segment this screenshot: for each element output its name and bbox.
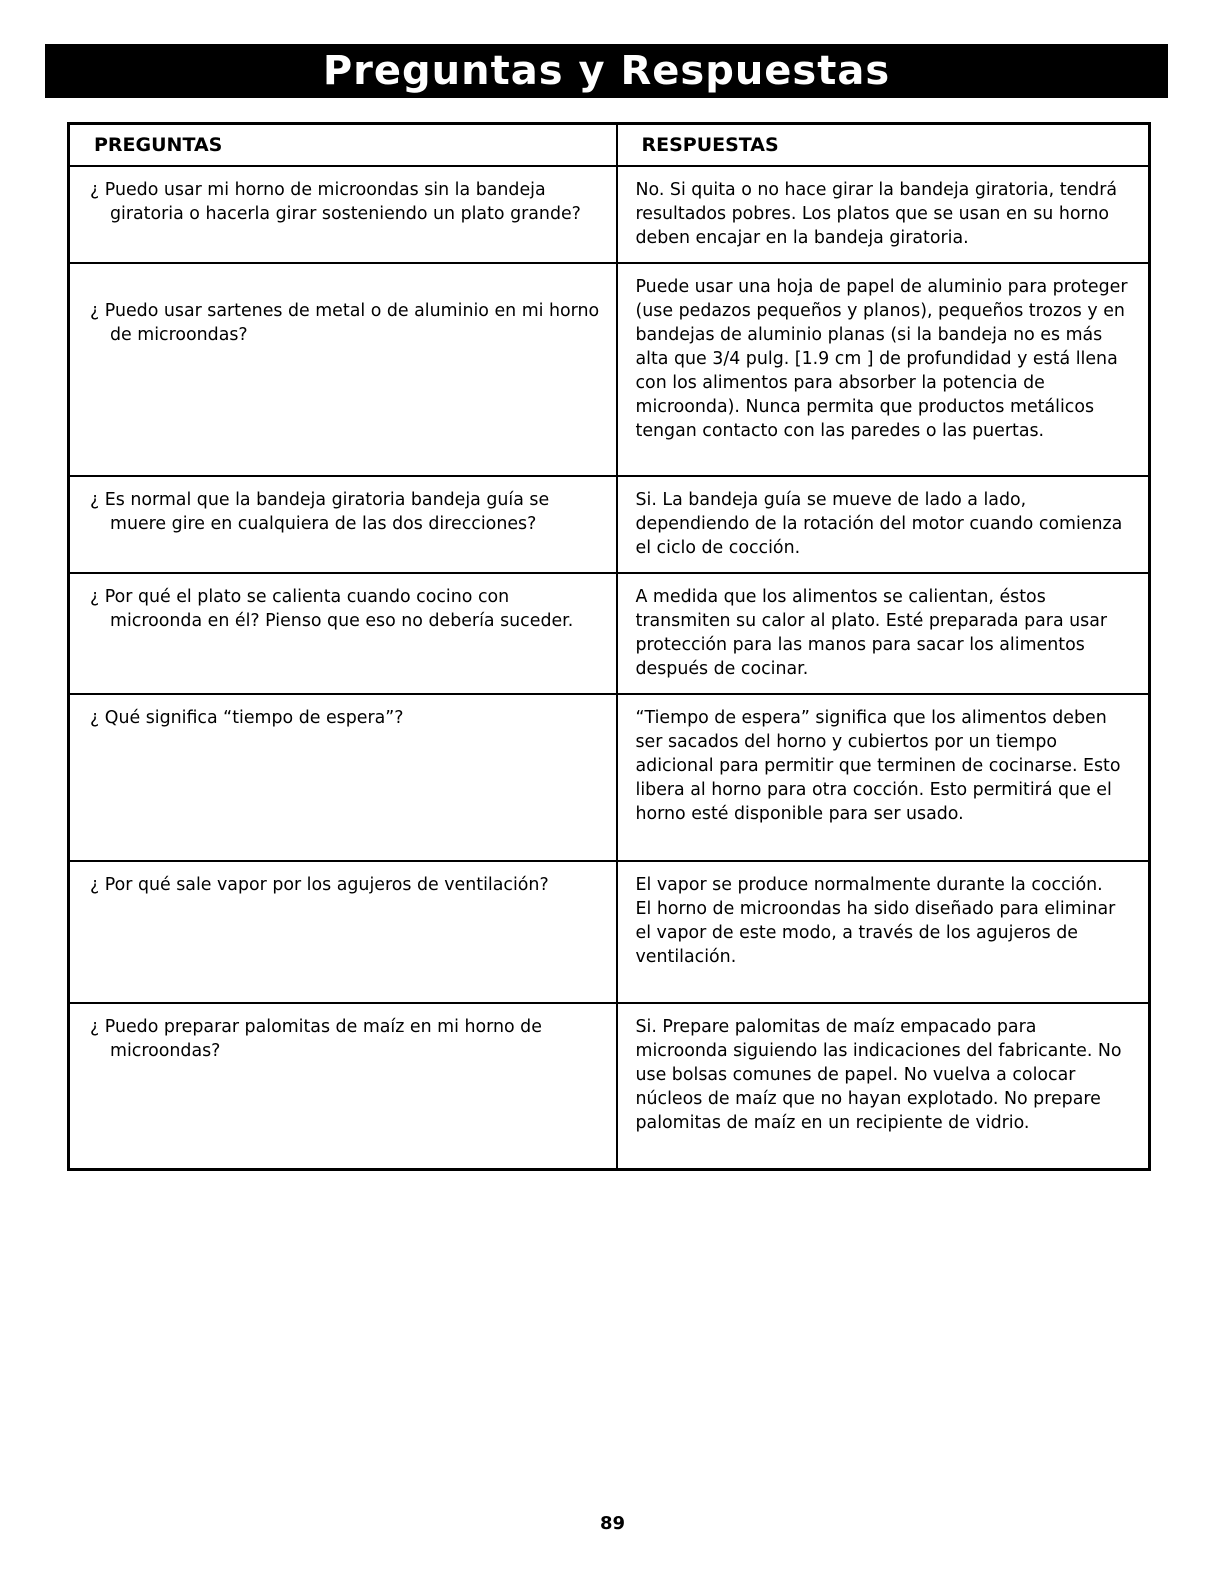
answer-cell	[617, 573, 1150, 694]
question-text: ¿ Por qué el plato se calienta cuando cocino con microonda en él? Pienso que eso no debería suceder.	[90, 587, 574, 631]
table-row	[69, 476, 1150, 573]
answer-cell	[617, 1003, 1150, 1169]
page-title: Preguntas y Respuestas	[322, 48, 891, 94]
page-number: 89	[599, 1513, 626, 1534]
answer-text: El vapor se produce normalmente durante la cocción.	[635, 875, 1103, 895]
question-text: ¿ Por qué sale vapor por los agujeros de ventilación?	[90, 875, 549, 895]
question-text: ¿ Es normal que la bandeja giratoria bandeja guía se muere gire en cualquiera de las dos direcciones?	[90, 490, 550, 534]
question-cell	[69, 573, 617, 694]
question-text: ¿ Puedo usar sartenes de metal o de aluminio en mi horno de microondas?	[90, 301, 600, 345]
answer-text: A medida que los alimentos se calientan, éstos transmiten su calor al plato. Esté preparada para usar protección para las manos para sacar los alimentos después de cocinar.	[635, 587, 1108, 679]
title-banner	[45, 44, 1168, 98]
table-row	[69, 263, 1150, 476]
question-text: ¿ Puedo usar mi horno de microondas sin la bandeja giratoria o hacerla girar sosteniendo un plato grande?	[90, 180, 581, 224]
questions-column-header: PREGUNTAS	[69, 124, 617, 167]
table-row	[69, 573, 1150, 694]
question-text: ¿ Qué significa “tiempo de espera”?	[90, 708, 404, 728]
faq-table	[67, 122, 1151, 1171]
question-cell	[69, 1003, 617, 1169]
answer-text: “Tiempo de espera” significa que los alimentos deben ser sacados del horno y cubiertos por un tiempo adicional para permitir que terminen de cocinarse. Esto libera al horno para otra cocción. Esto permitirá que el horno esté disponible para ser usado.	[635, 708, 1121, 824]
table-row	[69, 694, 1150, 861]
table-header-row	[69, 124, 1150, 167]
answer-cell	[617, 694, 1150, 861]
answer-text: El horno de microondas ha sido diseñado para eliminar el vapor de este modo, a través de los agujeros de ventilación.	[635, 899, 1116, 967]
answer-text: Si. La bandeja guía se mueve de lado a lado, dependiendo de la rotación del motor cuando comienza el ciclo de cocción.	[635, 490, 1123, 558]
answers-column-header: RESPUESTAS	[617, 124, 1150, 167]
table-row	[69, 166, 1150, 263]
answer-cell	[617, 166, 1150, 263]
question-cell	[69, 166, 617, 263]
answer-text: Puede usar una hoja de papel de aluminio para proteger (use pedazos pequeños y planos), pequeños trozos y en bandejas de aluminio planas (si la bandeja no es más alta que 3/4 pulg. [1.9 cm ] de profundidad y está llena con los alimentos para absorber la potencia de microonda). Nunca permita que productos metálicos tengan contacto con las paredes o las puertas.	[635, 277, 1128, 441]
question-cell	[69, 476, 617, 573]
answer-text: Si. Prepare palomitas de maíz empacado para microonda siguiendo las indicaciones del fabricante. No use bolsas comunes de papel. No vuelva a colocar núcleos de maíz que no hayan explotado. No prepare palomitas de maíz en un recipiente de vidrio.	[635, 1017, 1122, 1133]
answer-text: No. Si quita o no hace girar la bandeja giratoria, tendrá resultados pobres. Los platos que se usan en su horno deben encajar en la bandeja giratoria.	[635, 180, 1118, 248]
question-cell	[69, 694, 617, 861]
table-row	[69, 1003, 1150, 1169]
question-cell	[69, 861, 617, 1003]
question-text: ¿ Puedo preparar palomitas de maíz en mi horno de microondas?	[90, 1017, 542, 1061]
answer-cell	[617, 263, 1150, 476]
table-row	[69, 861, 1150, 1003]
question-cell	[69, 263, 617, 476]
answer-cell	[617, 476, 1150, 573]
answer-cell	[617, 861, 1150, 1003]
